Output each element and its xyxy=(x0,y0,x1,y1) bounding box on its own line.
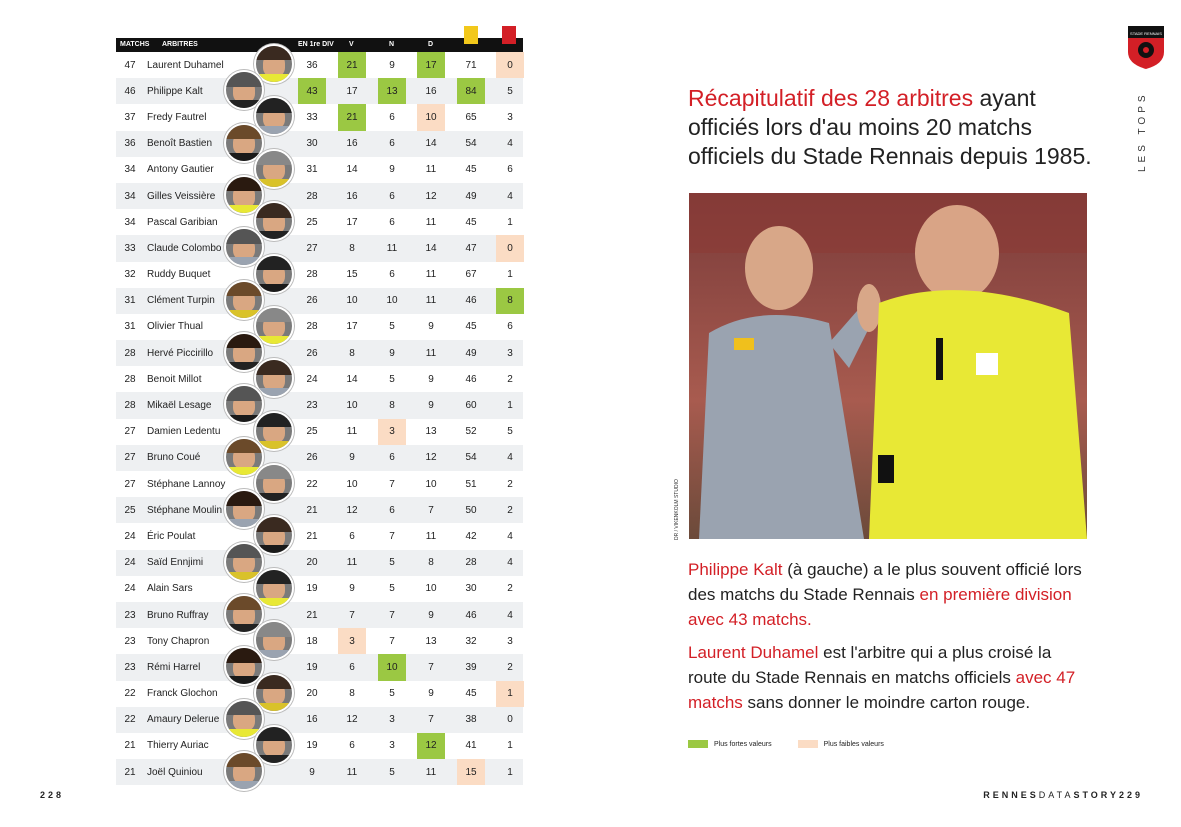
cell-v: 9 xyxy=(349,583,355,595)
cell-n: 6 xyxy=(389,504,395,516)
cell-div: 18 xyxy=(306,635,318,647)
cell-div: 23 xyxy=(306,400,318,412)
cell-n: 7 xyxy=(389,478,395,490)
cell-name: Gilles Veissière xyxy=(147,190,216,202)
cell-v: 21 xyxy=(338,104,366,130)
cell-m: 24 xyxy=(124,530,136,542)
cell-r: 1 xyxy=(507,740,513,752)
cell-d: 12 xyxy=(425,190,437,202)
cell-name: Mikaël Lesage xyxy=(147,400,212,412)
cell-n: 7 xyxy=(389,635,395,647)
cell-d: 16 xyxy=(425,85,437,97)
table-row xyxy=(116,654,523,680)
table-row xyxy=(116,235,523,261)
page-number-left: 228 xyxy=(40,790,65,800)
cell-n: 9 xyxy=(389,164,395,176)
cell-y: 51 xyxy=(465,478,477,490)
cell-d: 11 xyxy=(425,530,437,542)
legend-high-label: Plus fortes valeurs xyxy=(714,740,772,748)
cell-v: 11 xyxy=(346,766,358,778)
cell-n: 5 xyxy=(389,373,395,385)
cell-n: 5 xyxy=(389,583,395,595)
cell-r: 8 xyxy=(496,288,524,314)
cell-y: 32 xyxy=(465,635,477,647)
cell-m: 25 xyxy=(124,504,136,516)
table-row xyxy=(116,471,523,497)
cell-name: Pascal Garibian xyxy=(147,216,218,228)
cell-div: 9 xyxy=(309,766,315,778)
cell-v: 6 xyxy=(349,740,355,752)
cell-v: 16 xyxy=(346,138,358,150)
cell-d: 9 xyxy=(428,321,434,333)
table-row xyxy=(116,52,523,78)
cell-n: 6 xyxy=(389,269,395,281)
cell-n: 6 xyxy=(389,111,395,123)
cell-v: 6 xyxy=(349,530,355,542)
stade-rennais-logo xyxy=(1126,24,1166,70)
table-row xyxy=(116,314,523,340)
cell-d: 7 xyxy=(428,714,434,726)
cell-div: 43 xyxy=(298,78,326,104)
cell-d: 13 xyxy=(425,426,437,438)
cell-d: 12 xyxy=(417,733,445,759)
cell-d: 14 xyxy=(425,242,437,254)
cell-v: 15 xyxy=(346,269,358,281)
cell-m: 27 xyxy=(124,426,136,438)
right-page xyxy=(590,0,1181,827)
cell-name: Fredy Fautrel xyxy=(147,111,207,123)
cell-div: 26 xyxy=(306,347,318,359)
table-row xyxy=(116,681,523,707)
cell-y: 42 xyxy=(465,530,477,542)
cell-d: 9 xyxy=(428,688,434,700)
cell-div: 19 xyxy=(306,661,318,673)
cell-div: 19 xyxy=(306,583,318,595)
cell-d: 9 xyxy=(428,609,434,621)
cell-r: 2 xyxy=(507,373,513,385)
cell-name: Stéphane Lannoy xyxy=(147,478,226,490)
cell-div: 26 xyxy=(306,452,318,464)
cell-v: 11 xyxy=(346,426,358,438)
cell-div: 27 xyxy=(306,242,318,254)
svg-text:STADE RENNAIS: STADE RENNAIS xyxy=(1130,31,1162,36)
table-row xyxy=(116,262,523,288)
cell-div: 21 xyxy=(306,504,318,516)
cell-name: Alain Sars xyxy=(147,583,193,595)
cell-div: 36 xyxy=(306,59,318,71)
paragraph-kalt: Philippe Kalt (à gauche) a le plus souvent officié lors des matchs du Stade Rennais en première division avec 43 matchs. xyxy=(688,560,1082,629)
cell-y: 49 xyxy=(465,347,477,359)
cell-d: 11 xyxy=(425,164,437,176)
cell-div: 16 xyxy=(306,714,318,726)
cell-m: 36 xyxy=(124,138,136,150)
cell-r: 2 xyxy=(507,661,513,673)
cell-m: 28 xyxy=(124,347,136,359)
cell-v: 10 xyxy=(346,295,358,307)
yellow-card-icon xyxy=(464,26,478,44)
cell-name: Bruno Ruffray xyxy=(147,609,209,621)
cell-v: 21 xyxy=(338,52,366,78)
cell-div: 21 xyxy=(306,609,318,621)
referee-avatar xyxy=(224,751,264,791)
cell-name: Éric Poulat xyxy=(147,530,196,542)
cell-name: Joël Quiniou xyxy=(147,766,203,778)
cell-div: 24 xyxy=(306,373,318,385)
header-arbitres: ARBITRES xyxy=(162,41,198,48)
cell-y: 41 xyxy=(465,740,477,752)
cell-m: 22 xyxy=(124,714,136,726)
cell-m: 24 xyxy=(124,557,136,569)
cell-y: 47 xyxy=(465,242,477,254)
table-row xyxy=(116,759,523,785)
cell-y: 45 xyxy=(465,321,477,333)
cell-n: 9 xyxy=(389,347,395,359)
cell-name: Ruddy Buquet xyxy=(147,269,211,281)
table-row xyxy=(116,340,523,366)
cell-y: 46 xyxy=(465,609,477,621)
cell-m: 23 xyxy=(124,661,136,673)
cell-name: Antony Gautier xyxy=(147,164,214,176)
cell-r: 2 xyxy=(507,504,513,516)
table-row xyxy=(116,523,523,549)
cell-name: Benoit Millot xyxy=(147,373,202,385)
cell-m: 23 xyxy=(124,635,136,647)
cell-v: 17 xyxy=(346,321,358,333)
cell-y: 45 xyxy=(465,688,477,700)
cell-name: Olivier Thual xyxy=(147,321,203,333)
cell-y: 30 xyxy=(465,583,477,595)
table-row xyxy=(116,392,523,418)
cell-r: 0 xyxy=(507,714,513,726)
cell-name: Thierry Auriac xyxy=(147,740,209,752)
cell-r: 3 xyxy=(507,635,513,647)
cell-m: 22 xyxy=(124,688,136,700)
cell-d: 10 xyxy=(417,104,445,130)
cell-y: 60 xyxy=(465,400,477,412)
cell-y: 46 xyxy=(465,373,477,385)
cell-y: 54 xyxy=(465,452,477,464)
cell-div: 30 xyxy=(306,138,318,150)
cell-r: 4 xyxy=(507,138,513,150)
cell-v: 12 xyxy=(346,504,358,516)
cell-m: 46 xyxy=(124,85,136,97)
left-page xyxy=(0,0,590,827)
cell-r: 5 xyxy=(507,426,513,438)
table-row xyxy=(116,288,523,314)
cell-name: Tony Chapron xyxy=(147,635,210,647)
legend-low-label: Plus faibles valeurs xyxy=(823,740,884,748)
cell-name: Franck Glochon xyxy=(147,688,218,700)
cell-m: 37 xyxy=(124,111,136,123)
cell-n: 7 xyxy=(389,530,395,542)
cell-y: 46 xyxy=(465,295,477,307)
cell-y: 54 xyxy=(465,138,477,150)
cell-v: 11 xyxy=(346,557,358,569)
cell-r: 1 xyxy=(507,400,513,412)
table-row xyxy=(116,576,523,602)
table-row xyxy=(116,550,523,576)
cell-m: 47 xyxy=(124,59,136,71)
cell-n: 6 xyxy=(389,138,395,150)
cell-r: 1 xyxy=(507,269,513,281)
headline: Récapitulatif des 28 arbitres ayant officiés lors d'au moins 20 matchs officiels du Stade Rennais depuis 1985. xyxy=(688,85,1092,169)
cell-name: Claude Colombo xyxy=(147,242,222,254)
cell-n: 10 xyxy=(386,295,398,307)
header-matchs: MATCHS xyxy=(120,41,150,48)
cell-d: 8 xyxy=(428,557,434,569)
cell-name: Hervé Piccirillo xyxy=(147,347,214,359)
table-row xyxy=(116,157,523,183)
table-row xyxy=(116,209,523,235)
cell-n: 3 xyxy=(389,740,395,752)
cell-m: 31 xyxy=(124,295,136,307)
cell-y: 45 xyxy=(465,216,477,228)
legend xyxy=(688,740,884,748)
photo-credit: DR / VIKENKOLM STUDIO xyxy=(674,479,680,540)
cell-y: 67 xyxy=(465,269,477,281)
cell-d: 11 xyxy=(425,269,437,281)
cell-y: 28 xyxy=(465,557,477,569)
cell-v: 17 xyxy=(346,85,358,97)
cell-div: 28 xyxy=(306,269,318,281)
cell-name: Clément Turpin xyxy=(147,295,215,307)
cell-n: 13 xyxy=(378,78,406,104)
cell-r: 4 xyxy=(507,557,513,569)
cell-y: 50 xyxy=(465,504,477,516)
cell-n: 8 xyxy=(389,400,395,412)
header-div: EN 1re DIV xyxy=(298,41,334,48)
cell-m: 21 xyxy=(124,766,136,778)
cell-div: 31 xyxy=(306,164,318,176)
cell-v: 12 xyxy=(346,714,358,726)
cell-m: 28 xyxy=(124,400,136,412)
page-number-right: 229 xyxy=(1118,790,1143,800)
cell-n: 3 xyxy=(389,714,395,726)
cell-v: 14 xyxy=(346,164,358,176)
cell-v: 8 xyxy=(349,242,355,254)
cell-y: 15 xyxy=(457,759,485,785)
cell-n: 5 xyxy=(389,688,395,700)
cell-d: 9 xyxy=(428,373,434,385)
cell-r: 1 xyxy=(507,216,513,228)
cell-n: 6 xyxy=(389,452,395,464)
cell-n: 5 xyxy=(389,321,395,333)
cell-d: 11 xyxy=(425,216,437,228)
cell-r: 1 xyxy=(507,766,513,778)
cell-m: 34 xyxy=(124,164,136,176)
cell-r: 4 xyxy=(507,452,513,464)
cell-y: 49 xyxy=(465,190,477,202)
cell-m: 21 xyxy=(124,740,136,752)
paragraph-duhamel: Laurent Duhamel est l'arbitre qui a plus croisé la route du Stade Rennais en matchs officiels avec 47 matchs sans donner le moindre carton rouge. xyxy=(688,643,1076,712)
referees-table xyxy=(116,38,523,785)
cell-div: 21 xyxy=(306,530,318,542)
cell-r: 6 xyxy=(507,321,513,333)
cell-r: 2 xyxy=(507,583,513,595)
cell-v: 8 xyxy=(349,347,355,359)
table-body xyxy=(116,52,523,785)
table-row xyxy=(116,497,523,523)
table-row xyxy=(116,104,523,130)
table-row xyxy=(116,419,523,445)
cell-r: 3 xyxy=(507,111,513,123)
cell-v: 10 xyxy=(346,400,358,412)
table-row xyxy=(116,445,523,471)
cell-d: 11 xyxy=(425,295,437,307)
cell-r: 4 xyxy=(507,190,513,202)
footer-brand: RENNESDATASTORY229 xyxy=(983,790,1143,800)
cell-m: 32 xyxy=(124,269,136,281)
cell-div: 33 xyxy=(306,111,318,123)
section-label: LES TOPS xyxy=(1137,91,1148,172)
cell-m: 33 xyxy=(124,242,136,254)
cell-name: Bruno Coué xyxy=(147,452,201,464)
table-row xyxy=(116,78,523,104)
cell-r: 2 xyxy=(507,478,513,490)
cell-name: Laurent Duhamel xyxy=(147,59,224,71)
cell-div: 25 xyxy=(306,426,318,438)
cell-n: 7 xyxy=(389,609,395,621)
cell-y: 39 xyxy=(465,661,477,673)
cell-name: Saïd Ennjimi xyxy=(147,557,204,569)
cell-r: 0 xyxy=(496,52,524,78)
cell-d: 10 xyxy=(425,478,437,490)
table-row xyxy=(116,131,523,157)
cell-n: 6 xyxy=(389,190,395,202)
cell-y: 38 xyxy=(465,714,477,726)
cell-y: 52 xyxy=(465,426,477,438)
cell-m: 31 xyxy=(124,321,136,333)
cell-d: 17 xyxy=(417,52,445,78)
cell-m: 24 xyxy=(124,583,136,595)
table-row xyxy=(116,628,523,654)
cell-n: 6 xyxy=(389,216,395,228)
cell-r: 1 xyxy=(496,681,524,707)
referees-photo xyxy=(689,193,1087,539)
cell-v: 3 xyxy=(338,628,366,654)
header-n: N xyxy=(389,41,395,48)
cell-m: 27 xyxy=(124,452,136,464)
cell-m: 23 xyxy=(124,609,136,621)
table-row xyxy=(116,183,523,209)
cell-r: 6 xyxy=(507,164,513,176)
cell-div: 20 xyxy=(306,557,318,569)
cell-n: 5 xyxy=(389,557,395,569)
cell-div: 26 xyxy=(306,295,318,307)
cell-v: 16 xyxy=(346,190,358,202)
cell-d: 11 xyxy=(425,347,437,359)
cell-v: 7 xyxy=(349,609,355,621)
cell-d: 7 xyxy=(428,661,434,673)
table-row xyxy=(116,602,523,628)
table-header xyxy=(116,38,523,52)
cell-v: 14 xyxy=(346,373,358,385)
cell-n: 11 xyxy=(386,242,398,254)
cell-m: 34 xyxy=(124,190,136,202)
cell-d: 9 xyxy=(428,400,434,412)
cell-y: 84 xyxy=(457,78,485,104)
cell-r: 5 xyxy=(507,85,513,97)
cell-div: 22 xyxy=(306,478,318,490)
cell-name: Amaury Delerue xyxy=(147,714,220,726)
cell-r: 0 xyxy=(496,235,524,261)
cell-n: 3 xyxy=(378,419,406,445)
cell-y: 71 xyxy=(465,59,477,71)
cell-m: 34 xyxy=(124,216,136,228)
cell-n: 10 xyxy=(378,654,406,680)
cell-m: 27 xyxy=(124,478,136,490)
cell-name: Damien Ledentu xyxy=(147,426,221,438)
cell-d: 14 xyxy=(425,138,437,150)
header-v: V xyxy=(349,41,354,48)
cell-v: 6 xyxy=(349,661,355,673)
cell-div: 19 xyxy=(306,740,318,752)
cell-v: 8 xyxy=(349,688,355,700)
cell-d: 7 xyxy=(428,504,434,516)
legend-low-swatch xyxy=(798,740,818,748)
table-row xyxy=(116,707,523,733)
cell-r: 4 xyxy=(507,530,513,542)
cell-d: 12 xyxy=(425,452,437,464)
cell-d: 13 xyxy=(425,635,437,647)
legend-high-swatch xyxy=(688,740,708,748)
cell-m: 28 xyxy=(124,373,136,385)
cell-v: 10 xyxy=(346,478,358,490)
cell-n: 5 xyxy=(389,766,395,778)
cell-div: 28 xyxy=(306,321,318,333)
cell-v: 9 xyxy=(349,452,355,464)
cell-div: 28 xyxy=(306,190,318,202)
cell-v: 17 xyxy=(346,216,358,228)
red-card-icon xyxy=(502,26,516,44)
cell-r: 4 xyxy=(507,609,513,621)
cell-div: 25 xyxy=(306,216,318,228)
cell-div: 20 xyxy=(306,688,318,700)
header-d: D xyxy=(428,41,434,48)
cell-name: Benoît Bastien xyxy=(147,138,213,150)
cell-d: 11 xyxy=(425,766,437,778)
cell-n: 9 xyxy=(389,59,395,71)
cell-r: 3 xyxy=(507,347,513,359)
table-row xyxy=(116,366,523,392)
cell-d: 10 xyxy=(425,583,437,595)
cell-name: Philippe Kalt xyxy=(147,85,203,97)
cell-name: Rémi Harrel xyxy=(147,661,201,673)
cell-y: 65 xyxy=(465,111,477,123)
cell-name: Stéphane Moulin xyxy=(147,504,223,516)
cell-y: 45 xyxy=(465,164,477,176)
table-row xyxy=(116,733,523,759)
